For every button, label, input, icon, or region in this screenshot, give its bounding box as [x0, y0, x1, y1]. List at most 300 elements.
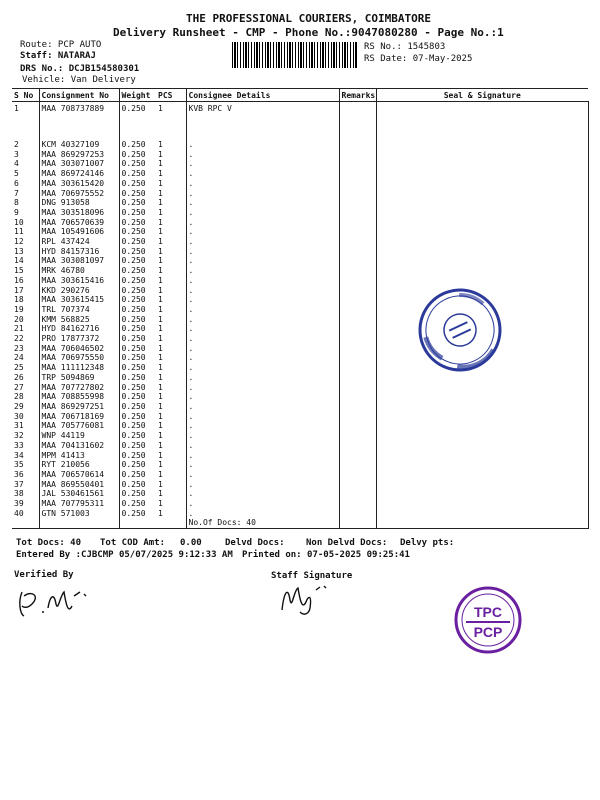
row-weight: 0.250	[119, 276, 156, 286]
row-pcs: 1	[158, 237, 163, 247]
row-weight: 0.250	[119, 247, 156, 257]
row-consignee: .	[186, 286, 339, 296]
row-seal-signature	[376, 402, 588, 412]
row-remarks	[339, 421, 376, 431]
row-seal-signature	[376, 499, 588, 509]
row-remarks	[339, 353, 376, 363]
row-consignment-no: KMM 568825	[39, 315, 119, 325]
col-sno: S No	[12, 89, 39, 102]
row-pcs: 1	[158, 246, 163, 256]
row-seal-signature	[376, 218, 588, 228]
route-label: Route: PCP AUTO	[20, 40, 102, 50]
row-weight: 0.250	[119, 315, 156, 325]
docs-count-cell	[156, 518, 186, 528]
row-pcs: 1	[158, 324, 163, 334]
row-consignment-no: MAA 303615415	[39, 295, 119, 305]
row-consignment-no: MAA 303518096	[39, 208, 119, 218]
row-pcs: 1	[158, 450, 163, 460]
row-pcs: 1	[158, 198, 163, 208]
row-sno: 36	[14, 469, 24, 479]
total-cod-value: 0.00	[180, 538, 202, 548]
row-sno: 28	[14, 392, 24, 402]
row-pcs: 1	[158, 411, 163, 421]
table-row	[12, 509, 588, 519]
row-pcs: 1	[158, 169, 163, 179]
tpc-stamp	[452, 584, 524, 656]
table-row	[12, 470, 588, 480]
row-weight: 0.250	[119, 198, 156, 208]
row-consignee: .	[186, 480, 339, 490]
row-weight: 0.250	[119, 431, 156, 441]
row-pcs: 1	[158, 469, 163, 479]
row-consignment-no: TRL 707374	[39, 305, 119, 315]
row-pcs: 1	[158, 382, 163, 392]
row-pcs: 1	[158, 304, 163, 314]
row-remarks	[339, 179, 376, 189]
row-pcs: 1	[158, 285, 163, 295]
row-remarks	[339, 159, 376, 169]
docs-count-cell	[12, 518, 39, 528]
table-row	[12, 383, 588, 393]
row-consignment-no: RPL 437424	[39, 237, 119, 247]
row-consignment-no: DNG 913058	[39, 198, 119, 208]
row-pcs: 1	[158, 227, 163, 237]
table-row	[12, 256, 588, 266]
row-remarks	[339, 286, 376, 296]
row-consignee: .	[186, 412, 339, 422]
row-consignment-no: MRK 46780	[39, 266, 119, 276]
row-sno: 23	[14, 343, 24, 353]
row-pcs: 1	[158, 295, 163, 305]
row-remarks	[339, 150, 376, 160]
row-pcs: 1	[158, 104, 163, 113]
row-sno: 33	[14, 440, 24, 450]
row-sno: 13	[14, 246, 24, 256]
row-weight: 0.250	[119, 324, 156, 334]
row-sno: 32	[14, 431, 24, 441]
verifier-signature	[14, 582, 104, 622]
row-pcs: 1	[158, 460, 163, 470]
table-row	[12, 208, 588, 218]
row-sno: 17	[14, 285, 24, 295]
row-consignee: .	[186, 421, 339, 431]
row-consignment-no: RYT 210056	[39, 460, 119, 470]
docs-count-cell	[119, 518, 156, 528]
row-consignment-no: MAA 706975550	[39, 353, 119, 363]
docs-count-cell	[339, 518, 376, 528]
row-sno: 24	[14, 353, 24, 363]
row-consignee: .	[186, 276, 339, 286]
table-row	[12, 392, 588, 402]
row-weight: 0.250	[119, 353, 156, 363]
row-consignment-no: MAA 869550401	[39, 480, 119, 490]
row-sno: 22	[14, 334, 24, 344]
row-remarks	[339, 402, 376, 412]
row-seal-signature	[376, 470, 588, 480]
row-pcs: 1	[158, 140, 163, 149]
total-docs: Tot Docs: 40	[16, 538, 82, 548]
row-seal-signature	[376, 179, 588, 189]
row-seal-signature	[376, 421, 588, 431]
row-consignee: .	[186, 159, 339, 169]
row-consignment-no: MAA 869297253	[39, 150, 119, 160]
row-pcs: 1	[158, 372, 163, 382]
row-remarks	[339, 431, 376, 441]
row-consignee: .	[186, 295, 339, 305]
row-consignee: .	[186, 334, 339, 344]
row-weight: 0.250	[119, 412, 156, 422]
row-seal-signature	[376, 237, 588, 247]
row-seal-signature	[376, 102, 588, 141]
table-row	[12, 179, 588, 189]
row-remarks	[339, 392, 376, 402]
row-weight: 0.250	[119, 489, 156, 499]
row-sno: 1	[14, 104, 19, 113]
row-pcs: 1	[158, 508, 163, 518]
row-consignment-no: MPM 41413	[39, 451, 119, 461]
row-weight: 0.250	[119, 402, 156, 412]
row-seal-signature	[376, 392, 588, 402]
row-consignment-no: HYD 84162716	[39, 324, 119, 334]
row-pcs: 1	[158, 188, 163, 198]
table-row	[12, 421, 588, 431]
entered-by: Entered By :CJBCMP 05/07/2025 9:12:33 AM	[16, 550, 233, 560]
row-pcs: 1	[158, 421, 163, 431]
row-consignment-no: MAA 303615416	[39, 276, 119, 286]
rs-date: RS Date: 07-May-2025	[364, 54, 473, 64]
row-sno: 18	[14, 295, 24, 305]
row-remarks	[339, 470, 376, 480]
row-consignee: .	[186, 266, 339, 276]
row-remarks	[339, 324, 376, 334]
staff-label: Staff: NATARAJ	[20, 51, 96, 61]
row-remarks	[339, 102, 376, 141]
row-seal-signature	[376, 460, 588, 470]
row-consignee: .	[186, 441, 339, 451]
row-remarks	[339, 237, 376, 247]
table-row	[12, 412, 588, 422]
row-consignment-no: KCM 40327109	[39, 140, 119, 150]
table-row	[12, 218, 588, 228]
row-remarks	[339, 315, 376, 325]
row-weight: 0.250	[119, 189, 156, 199]
row-consignment-no: MAA 706046502	[39, 344, 119, 354]
row-consignment-no: MAA 111112348	[39, 363, 119, 373]
table-row	[12, 480, 588, 490]
row-pcs: 1	[158, 207, 163, 217]
row-seal-signature	[376, 412, 588, 422]
row-remarks	[339, 412, 376, 422]
row-remarks	[339, 499, 376, 509]
row-remarks	[339, 305, 376, 315]
table-row	[12, 431, 588, 441]
row-weight: 0.250	[119, 295, 156, 305]
row-consignment-no: KKD 290276	[39, 286, 119, 296]
tpc-stamp-ring	[456, 588, 520, 652]
row-consignment-no: MAA 869724146	[39, 169, 119, 179]
row-sno: 5	[14, 169, 19, 179]
row-weight: 0.250	[119, 499, 156, 509]
row-consignee: .	[186, 150, 339, 160]
row-weight: 0.250	[119, 421, 156, 431]
row-pcs: 1	[158, 401, 163, 411]
row-pcs: 1	[158, 217, 163, 227]
row-remarks	[339, 247, 376, 257]
company-name: THE PROFESSIONAL COURIERS, COIMBATORE	[186, 12, 432, 25]
row-pcs: 1	[158, 178, 163, 188]
table-row	[12, 140, 588, 150]
row-consignment-no: MAA 303615420	[39, 179, 119, 189]
row-sno: 16	[14, 275, 24, 285]
row-consignee: .	[186, 460, 339, 470]
table-row	[12, 237, 588, 247]
row-weight: 0.250	[119, 286, 156, 296]
row-weight: 0.250	[119, 179, 156, 189]
row-consignment-no: MAA 704131602	[39, 441, 119, 451]
row-remarks	[339, 218, 376, 228]
bank-stamp-graphic	[412, 282, 508, 378]
row-consignment-no: MAA 706975552	[39, 189, 119, 199]
row-seal-signature	[376, 256, 588, 266]
table-row	[12, 227, 588, 237]
row-consignee: .	[186, 392, 339, 402]
row-remarks	[339, 480, 376, 490]
col-pcs: PCS	[156, 89, 186, 102]
row-weight: 0.250	[119, 451, 156, 461]
table-row	[12, 451, 588, 461]
table-row	[12, 159, 588, 169]
row-sno: 10	[14, 217, 24, 227]
row-remarks	[339, 266, 376, 276]
row-sno: 21	[14, 324, 24, 334]
row-seal-signature	[376, 489, 588, 499]
row-consignee: .	[186, 344, 339, 354]
row-consignee: KVB RPC V	[186, 102, 339, 141]
row-sno: 34	[14, 450, 24, 460]
table-row	[12, 169, 588, 179]
row-consignee: .	[186, 208, 339, 218]
row-pcs: 1	[158, 499, 163, 509]
tpc-stamp-top-text: TPC	[474, 604, 502, 620]
row-consignee: .	[186, 169, 339, 179]
row-consignee: .	[186, 140, 339, 150]
row-seal-signature	[376, 480, 588, 490]
row-seal-signature	[376, 431, 588, 441]
row-sno: 29	[14, 401, 24, 411]
runsheet-subtitle: Delivery Runsheet - CMP - Phone No.:9047080280 - Page No.:1	[113, 26, 504, 39]
row-sno: 11	[14, 227, 24, 237]
row-remarks	[339, 451, 376, 461]
row-sno: 20	[14, 314, 24, 324]
non-delivered-docs: Non Delvd Docs:	[306, 538, 388, 548]
table-row	[12, 441, 588, 451]
table-row	[12, 489, 588, 499]
row-sno: 9	[14, 207, 19, 217]
row-weight: 0.250	[119, 383, 156, 393]
row-consignment-no: MAA 869297251	[39, 402, 119, 412]
row-sno: 37	[14, 479, 24, 489]
row-weight: 0.250	[119, 460, 156, 470]
row-weight: 0.250	[119, 392, 156, 402]
row-sno: 12	[14, 237, 24, 247]
row-remarks	[339, 295, 376, 305]
delivered-docs: Delvd Docs:	[225, 538, 285, 548]
row-weight: 0.250	[119, 509, 156, 519]
table-row	[12, 102, 588, 141]
row-remarks	[339, 460, 376, 470]
col-weight: Weight	[119, 89, 156, 102]
row-sno: 14	[14, 256, 24, 266]
row-consignment-no: MAA 105491606	[39, 227, 119, 237]
row-sno: 8	[14, 198, 19, 208]
row-consignment-no: JAL 530461561	[39, 489, 119, 499]
row-consignee: .	[186, 247, 339, 257]
barcode	[232, 42, 358, 68]
row-pcs: 1	[158, 479, 163, 489]
col-consignment: Consignment No	[39, 89, 119, 102]
row-consignee: .	[186, 324, 339, 334]
row-remarks	[339, 441, 376, 451]
row-sno: 19	[14, 304, 24, 314]
row-pcs: 1	[158, 343, 163, 353]
row-consignment-no: HYD 84157316	[39, 247, 119, 257]
table-row	[12, 150, 588, 160]
row-consignment-no: MAA 706718169	[39, 412, 119, 422]
row-consignee: .	[186, 218, 339, 228]
row-pcs: 1	[158, 149, 163, 159]
row-seal-signature	[376, 150, 588, 160]
row-consignee: .	[186, 227, 339, 237]
row-remarks	[339, 276, 376, 286]
row-pcs: 1	[158, 363, 163, 373]
row-seal-signature	[376, 169, 588, 179]
table-row	[12, 189, 588, 199]
docs-count-cell	[39, 518, 119, 528]
row-consignee: .	[186, 489, 339, 499]
row-remarks	[339, 208, 376, 218]
row-remarks	[339, 169, 376, 179]
row-consignment-no: MAA 706570639	[39, 218, 119, 228]
rs-number: RS No.: 1545803	[364, 42, 446, 52]
row-consignee: .	[186, 179, 339, 189]
row-remarks	[339, 373, 376, 383]
row-remarks	[339, 334, 376, 344]
row-remarks	[339, 344, 376, 354]
row-remarks	[339, 140, 376, 150]
no-of-docs: No.Of Docs: 40	[186, 518, 339, 528]
row-consignee: .	[186, 383, 339, 393]
row-pcs: 1	[158, 353, 163, 363]
row-weight: 0.250	[119, 227, 156, 237]
row-remarks	[339, 363, 376, 373]
row-consignee: .	[186, 402, 339, 412]
row-sno: 7	[14, 188, 19, 198]
row-weight: 0.250	[119, 480, 156, 490]
row-weight: 0.250	[119, 218, 156, 228]
row-weight: 0.250	[119, 256, 156, 266]
row-sno: 6	[14, 178, 19, 188]
row-consignment-no: MAA 707795311	[39, 499, 119, 509]
row-consignee: .	[186, 189, 339, 199]
row-weight: 0.250	[119, 334, 156, 344]
row-pcs: 1	[158, 256, 163, 266]
row-sno: 40	[14, 508, 24, 518]
table-row	[12, 402, 588, 412]
row-remarks	[339, 189, 376, 199]
row-sno: 35	[14, 460, 24, 470]
table-row	[12, 460, 588, 470]
row-consignee: .	[186, 431, 339, 441]
row-consignee: .	[186, 451, 339, 461]
verified-by-label: Verified By	[14, 570, 74, 580]
row-seal-signature	[376, 383, 588, 393]
row-pcs: 1	[158, 275, 163, 285]
row-remarks	[339, 509, 376, 519]
row-consignment-no: MAA 708855998	[39, 392, 119, 402]
row-weight: 0.250	[119, 150, 156, 160]
row-sno: 31	[14, 421, 24, 431]
printed-on: Printed on: 07-05-2025 09:25:41	[242, 550, 410, 560]
row-sno: 4	[14, 159, 19, 169]
docs-count-cell	[376, 518, 588, 528]
row-consignment-no: MAA 707727802	[39, 383, 119, 393]
row-consignee: .	[186, 499, 339, 509]
row-weight: 0.250	[119, 470, 156, 480]
row-consignment-no: MAA 303071007	[39, 159, 119, 169]
row-consignee: .	[186, 305, 339, 315]
row-remarks	[339, 383, 376, 393]
row-weight: 0.250	[119, 441, 156, 451]
row-sno: 3	[14, 149, 19, 159]
vehicle-label: Vehicle: Van Delivery	[22, 75, 136, 85]
row-seal-signature	[376, 198, 588, 208]
row-consignee: .	[186, 237, 339, 247]
col-remarks: Remarks	[339, 89, 376, 102]
row-pcs: 1	[158, 266, 163, 276]
row-consignee: .	[186, 373, 339, 383]
row-weight: 0.250	[119, 159, 156, 169]
row-consignee: .	[186, 198, 339, 208]
bank-stamp	[412, 282, 508, 378]
row-seal-signature	[376, 159, 588, 169]
row-weight: 0.250	[119, 373, 156, 383]
row-seal-signature	[376, 189, 588, 199]
row-consignee: .	[186, 509, 339, 519]
row-weight: 0.250	[119, 237, 156, 247]
table-row	[12, 198, 588, 208]
row-pcs: 1	[158, 431, 163, 441]
row-weight: 0.250	[119, 102, 156, 141]
row-consignment-no: GTN 571003	[39, 509, 119, 519]
row-pcs: 1	[158, 392, 163, 402]
row-sno: 2	[14, 140, 19, 149]
row-seal-signature	[376, 140, 588, 150]
row-remarks	[339, 227, 376, 237]
col-consignee: Consignee Details	[186, 89, 339, 102]
row-remarks	[339, 489, 376, 499]
row-seal-signature	[376, 227, 588, 237]
total-cod-label: Tot COD Amt:	[100, 538, 166, 548]
staff-signature-label: Staff Signature	[271, 571, 353, 581]
row-seal-signature	[376, 266, 588, 276]
row-consignee: .	[186, 256, 339, 266]
row-sno: 30	[14, 411, 24, 421]
docs-count-row	[12, 518, 588, 528]
table-row	[12, 247, 588, 257]
row-sno: 38	[14, 489, 24, 499]
row-sno: 39	[14, 499, 24, 509]
col-seal: Seal & Signature	[376, 89, 588, 102]
